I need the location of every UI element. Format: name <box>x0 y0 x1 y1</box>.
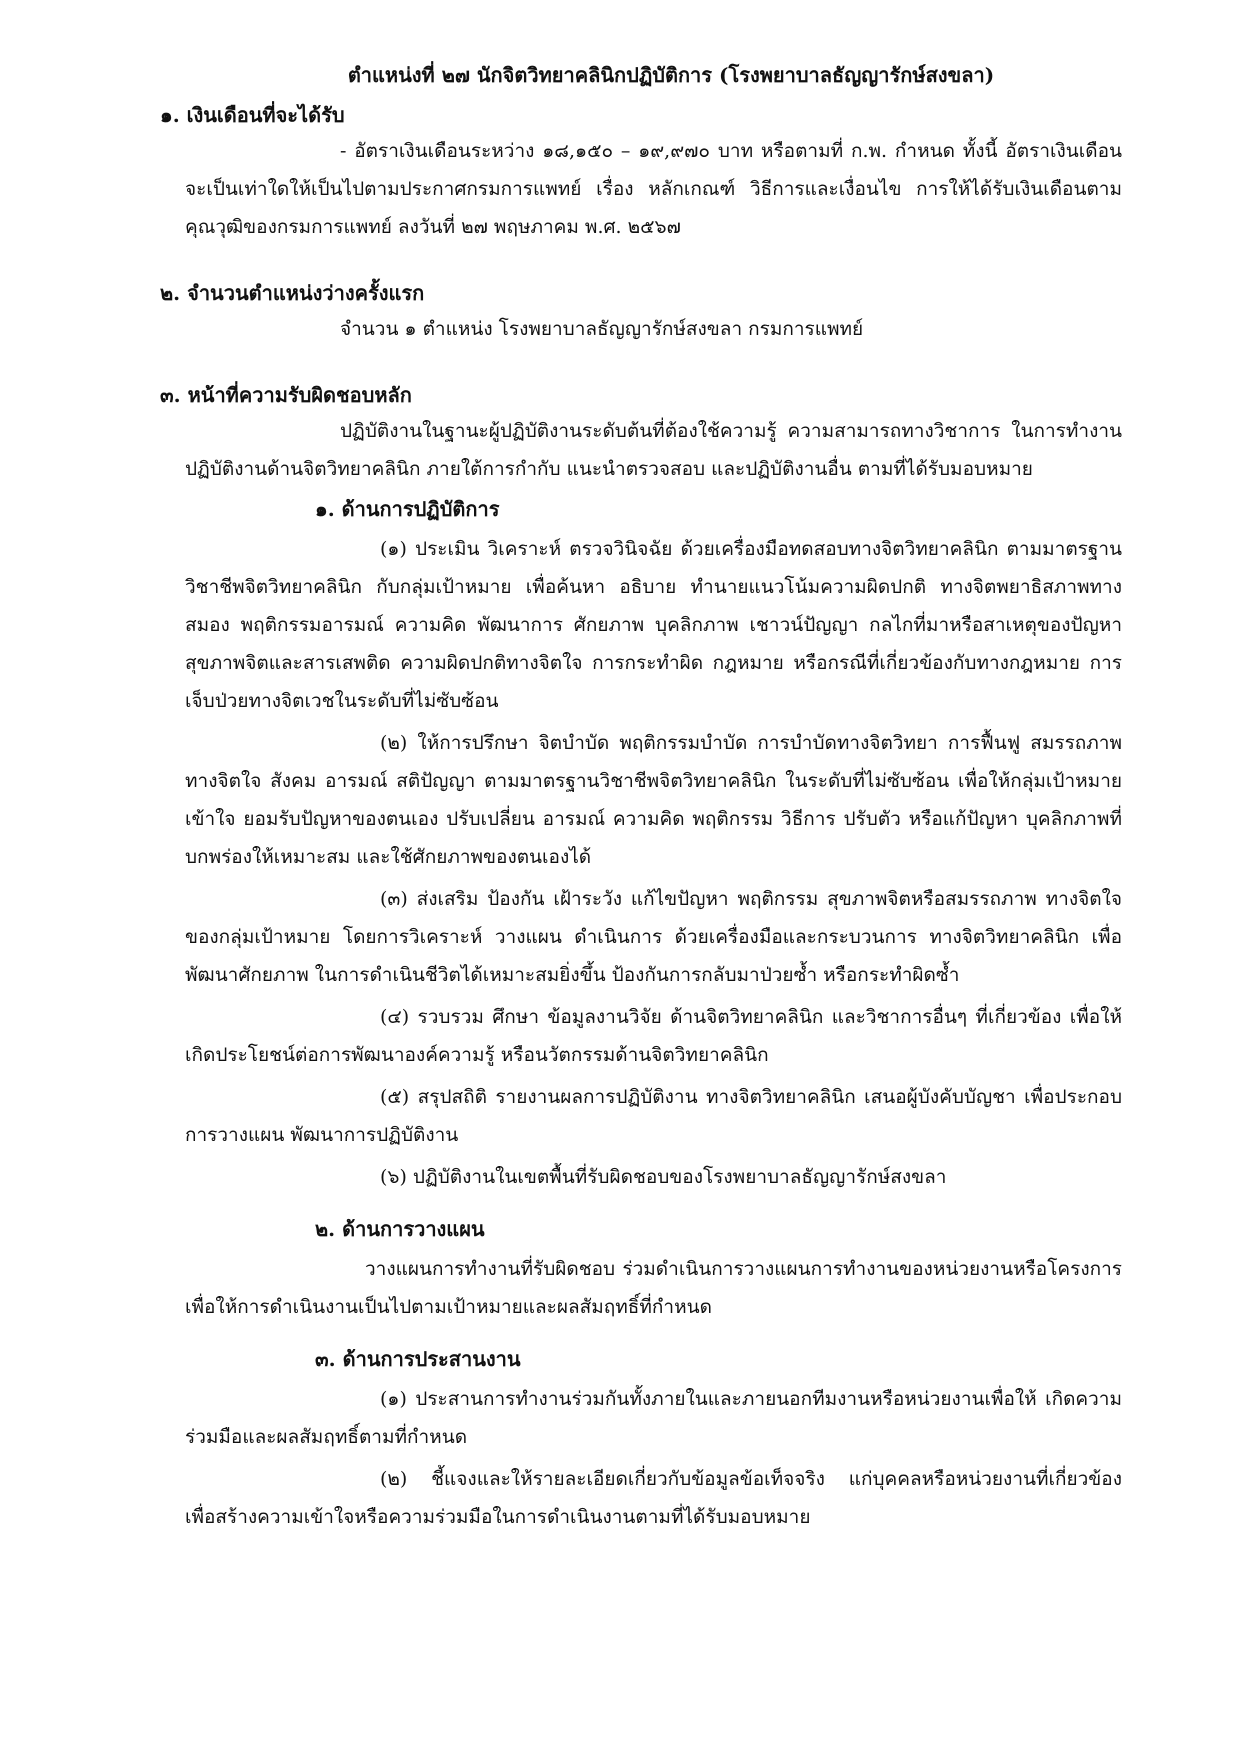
page-title: ตำแหน่งที่ ๒๗ นักจิตวิทยาคลินิกปฏิบัติการ (โรงพยาบาลธัญญารักษ์สงขลา) <box>347 63 995 87</box>
subsection-planning-heading: ๒. ด้านการวางแผน <box>315 1217 485 1241</box>
operations-item-1: (๑) ประเมิน วิเคราะห์ ตรวจวินิจฉัย ด้วยเครื่องมือทดสอบทางจิตวิทยาคลินิก ตามมาตรฐานวิชาชีพจิตวิทยาคลินิก กับกลุ่มเป้าหมาย เพื่อค้นหา อธิบาย ทำนายแนวโน้มความผิดปกติ ทางจิตพยาธิสภาพทางสมอง พฤติกรรมอารมณ์ ความคิด พัฒนาการ ศักยภาพ บุคลิกภาพ เชาวน์ปัญญา กลไกที่มาหรือสาเหตุของปัญหาสุขภาพจิตและสารเสพติด ความผิดปกติทางจิตใจ การกระทำผิด กฎหมาย หรือกรณีที่เกี่ยวข้องกับทางกฎหมาย การเจ็บป่วยทางจิตเวชในระดับที่ไม่ซับซ้อน <box>185 538 1122 712</box>
operations-item-5: (๕) สรุปสถิติ รายงานผลการปฏิบัติงาน ทางจิตวิทยาคลินิก เสนอผู้บังคับบัญชา เพื่อประกอบการวางแผน พัฒนาการปฏิบัติงาน <box>185 1086 1122 1146</box>
section-1-text: - อัตราเงินเดือนระหว่าง ๑๘,๑๕๐ – ๑๙,๙๗๐ บาท หรือตามที่ ก.พ. กำหนด ทั้งนี้ อัตราเงินเดือน จะเป็นเท่าใดให้เป็นไปตามประกาศกรมการแพทย์ เรื่อง หลักเกณฑ์ วิธีการและเงื่อนไข การให้ได้รับเงินเดือนตามคุณวุฒิของกรมการแพทย์ ลงวันที่ ๒๗ พฤษภาคม พ.ศ. ๒๕๖๗ <box>185 140 1122 238</box>
planning-text: วางแผนการทำงานที่รับผิดชอบ ร่วมดำเนินการวางแผนการทำงานของหน่วยงานหรือโครงการ เพื่อให้การดำเนินงานเป็นไปตามเป้าหมายและผลสัมฤทธิ์ที่กำหนด <box>185 1258 1122 1318</box>
section-3-intro: ปฏิบัติงานในฐานะผู้ปฏิบัติงานระดับต้นที่ต้องใช้ความรู้ ความสามารถทางวิชาการ ในการทำงาน ปฏิบัติงานด้านจิตวิทยาคลินิก ภายใต้การกำกับ แนะนำตรวจสอบ และปฏิบัติงานอื่น ตามที่ได้รับมอบหมาย <box>185 420 1122 480</box>
section-1-heading: ๑. เงินเดือนที่จะได้รับ <box>160 103 345 127</box>
subsection-operations-heading: ๑. ด้านการปฏิบัติการ <box>315 497 500 521</box>
operations-item-4: (๔) รวบรวม ศึกษา ข้อมูลงานวิจัย ด้านจิตวิทยาคลินิก และวิชาการอื่นๆ ที่เกี่ยวข้อง เพื่อให้เกิดประโยชน์ต่อการพัฒนาองค์ความรู้ หรือนวัตกรรมด้านจิตวิทยาคลินิก <box>185 1006 1122 1066</box>
coordination-item-2: (๒) ชี้แจงและให้รายละเอียดเกี่ยวกับข้อมูลข้อเท็จจริง แก่บุคคลหรือหน่วยงานที่เกี่ยวข้อง เพื่อสร้างความเข้าใจหรือความร่วมมือในการดำเนินงานตามที่ได้รับมอบหมาย <box>185 1468 1122 1528</box>
section-3-heading: ๓. หน้าที่ความรับผิดชอบหลัก <box>160 383 412 407</box>
coordination-item-1: (๑) ประสานการทำงานร่วมกันทั้งภายในและภายนอกทีมงานหรือหน่วยงานเพื่อให้ เกิดความร่วมมือและผลสัมฤทธิ์ตามที่กำหนด <box>185 1388 1122 1448</box>
section-2-text: จำนวน ๑ ตำแหน่ง โรงพยาบาลธัญญารักษ์สงขลา กรมการแพทย์ <box>340 318 864 340</box>
subsection-coordination-heading: ๓. ด้านการประสานงาน <box>315 1347 521 1371</box>
operations-item-6: (๖) ปฏิบัติงานในเขตพื้นที่รับผิดชอบของโรงพยาบาลธัญญารักษ์สงขลา <box>380 1166 947 1188</box>
section-2-heading: ๒. จำนวนตำแหน่งว่างครั้งแรก <box>160 281 425 305</box>
operations-item-2: (๒) ให้การปรึกษา จิตบำบัด พฤติกรรมบำบัด การบำบัดทางจิตวิทยา การฟื้นฟู สมรรถภาพทางจิตใจ สังคม อารมณ์ สติปัญญา ตามมาตรฐานวิชาชีพจิตวิทยาคลินิก ในระดับที่ไม่ซับซ้อน เพื่อให้กลุ่มเป้าหมายเข้าใจ ยอมรับปัญหาของตนเอง ปรับเปลี่ยน อารมณ์ ความคิด พฤติกรรม วิธีการ ปรับตัว หรือแก้ปัญหา บุคลิกภาพที่บกพร่องให้เหมาะสม และใช้ศักยภาพของตนเองได้ <box>185 732 1122 868</box>
operations-item-3: (๓) ส่งเสริม ป้องกัน เฝ้าระวัง แก้ไขปัญหา พฤติกรรม สุขภาพจิตหรือสมรรถภาพ ทางจิตใจของกลุ่มเป้าหมาย โดยการวิเคราะห์ วางแผน ดำเนินการ ด้วยเครื่องมือและกระบวนการ ทางจิตวิทยาคลินิก เพื่อพัฒนาศักยภาพ ในการดำเนินชีวิตได้เหมาะสมยิ่งขึ้น ป้องกันการกลับมาป่วยซ้ำ หรือกระทำผิดซ้ำ <box>185 888 1122 986</box>
